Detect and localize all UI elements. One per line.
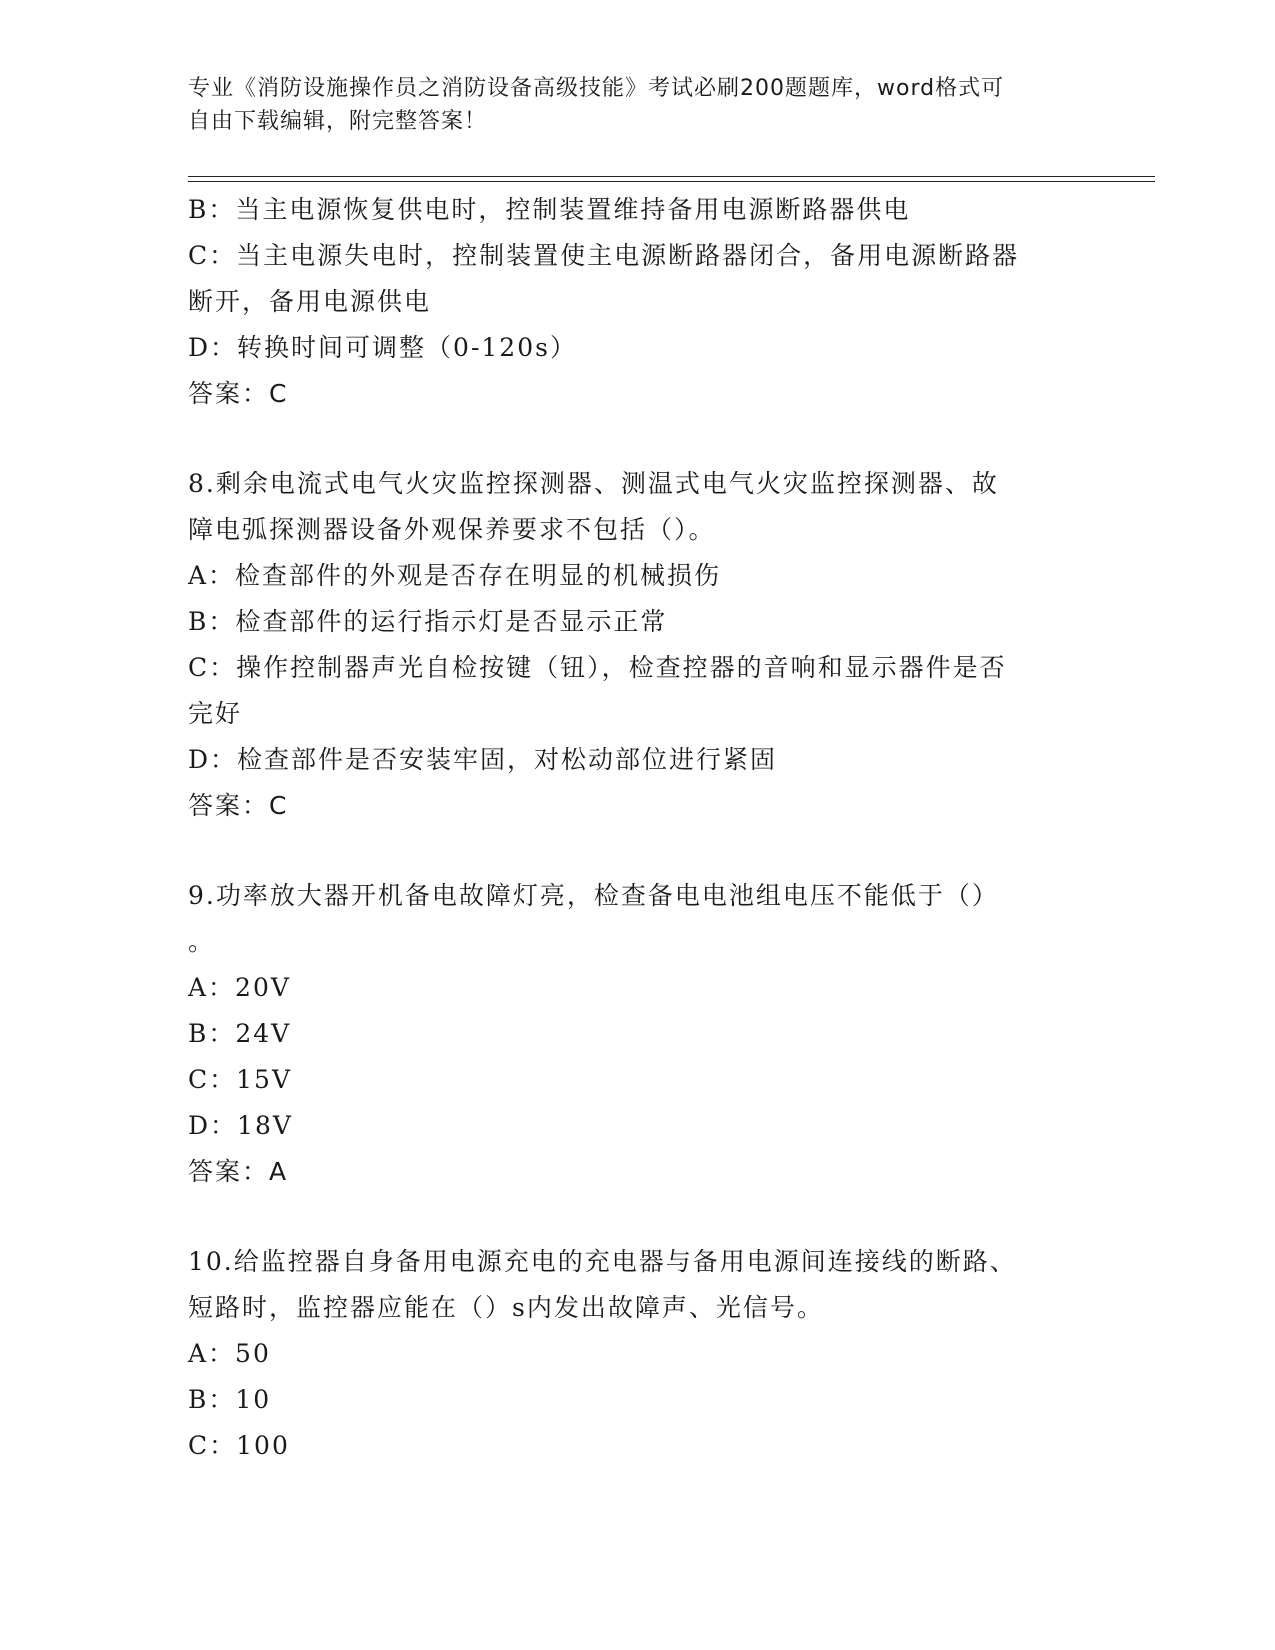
option-b: B：检查部件的运行指示灯是否显示正常 (188, 607, 668, 636)
question-stem: 10.给监控器自身备用电源充电的充电器与备用电源间连接线的断路、 (188, 1247, 1017, 1276)
option-c: C：100 (188, 1431, 290, 1460)
question-stem-cont: 障电弧探测器设备外观保养要求不包括（）。 (188, 515, 716, 544)
option-d: D：转换时间可调整（0-120s） (188, 333, 577, 362)
option-c: C：操作控制器声光自检按键（钮），检查控器的音响和显示器件是否 (188, 653, 1007, 682)
option-c-cont: 完好 (188, 699, 243, 728)
question-stem-cont: 短路时，监控器应能在（）s内发出故障声、光信号。 (188, 1293, 824, 1322)
header-line-2: 自由下载编辑，附完整答案！ (188, 109, 488, 134)
answer: 答案：A (188, 1157, 289, 1186)
header-line-1: 专业《消防设施操作员之消防设备高级技能》考试必刷200题题库，word格式可 (188, 76, 1005, 101)
option-a: A：检查部件的外观是否存在明显的机械损伤 (188, 561, 722, 590)
answer: 答案：C (188, 379, 289, 408)
option-c: C：当主电源失电时，控制装置使主电源断路器闭合，备用电源断路器 (188, 241, 1020, 270)
question-stem: 8.剩余电流式电气火灾监控探测器、测温式电气火灾监控探测器、故 (188, 469, 999, 498)
question-7 (188, 187, 1088, 417)
question-stem-cont: 。 (188, 927, 216, 956)
answer: 答案：C (188, 791, 289, 820)
option-c-cont: 断开，备用电源供电 (188, 287, 432, 316)
option-c: C：15V (188, 1065, 292, 1094)
option-a: A：20V (188, 973, 291, 1002)
option-b: B：10 (188, 1385, 272, 1414)
header-divider (188, 176, 1155, 182)
document-header (188, 72, 1068, 138)
question-8 (188, 461, 1088, 829)
question-stem: 9.功率放大器开机备电故障灯亮，检查备电电池组电压不能低于（） (188, 881, 999, 910)
question-10 (188, 1239, 1088, 1469)
document-body (188, 187, 1088, 1469)
question-9 (188, 873, 1088, 1195)
option-d: D：18V (188, 1111, 293, 1140)
option-b: B：当主电源恢复供电时，控制装置维持备用电源断路器供电 (188, 195, 911, 224)
option-d: D：检查部件是否安装牢固，对松动部位进行紧固 (188, 745, 778, 774)
option-a: A：50 (188, 1339, 271, 1368)
option-b: B：24V (188, 1019, 292, 1048)
